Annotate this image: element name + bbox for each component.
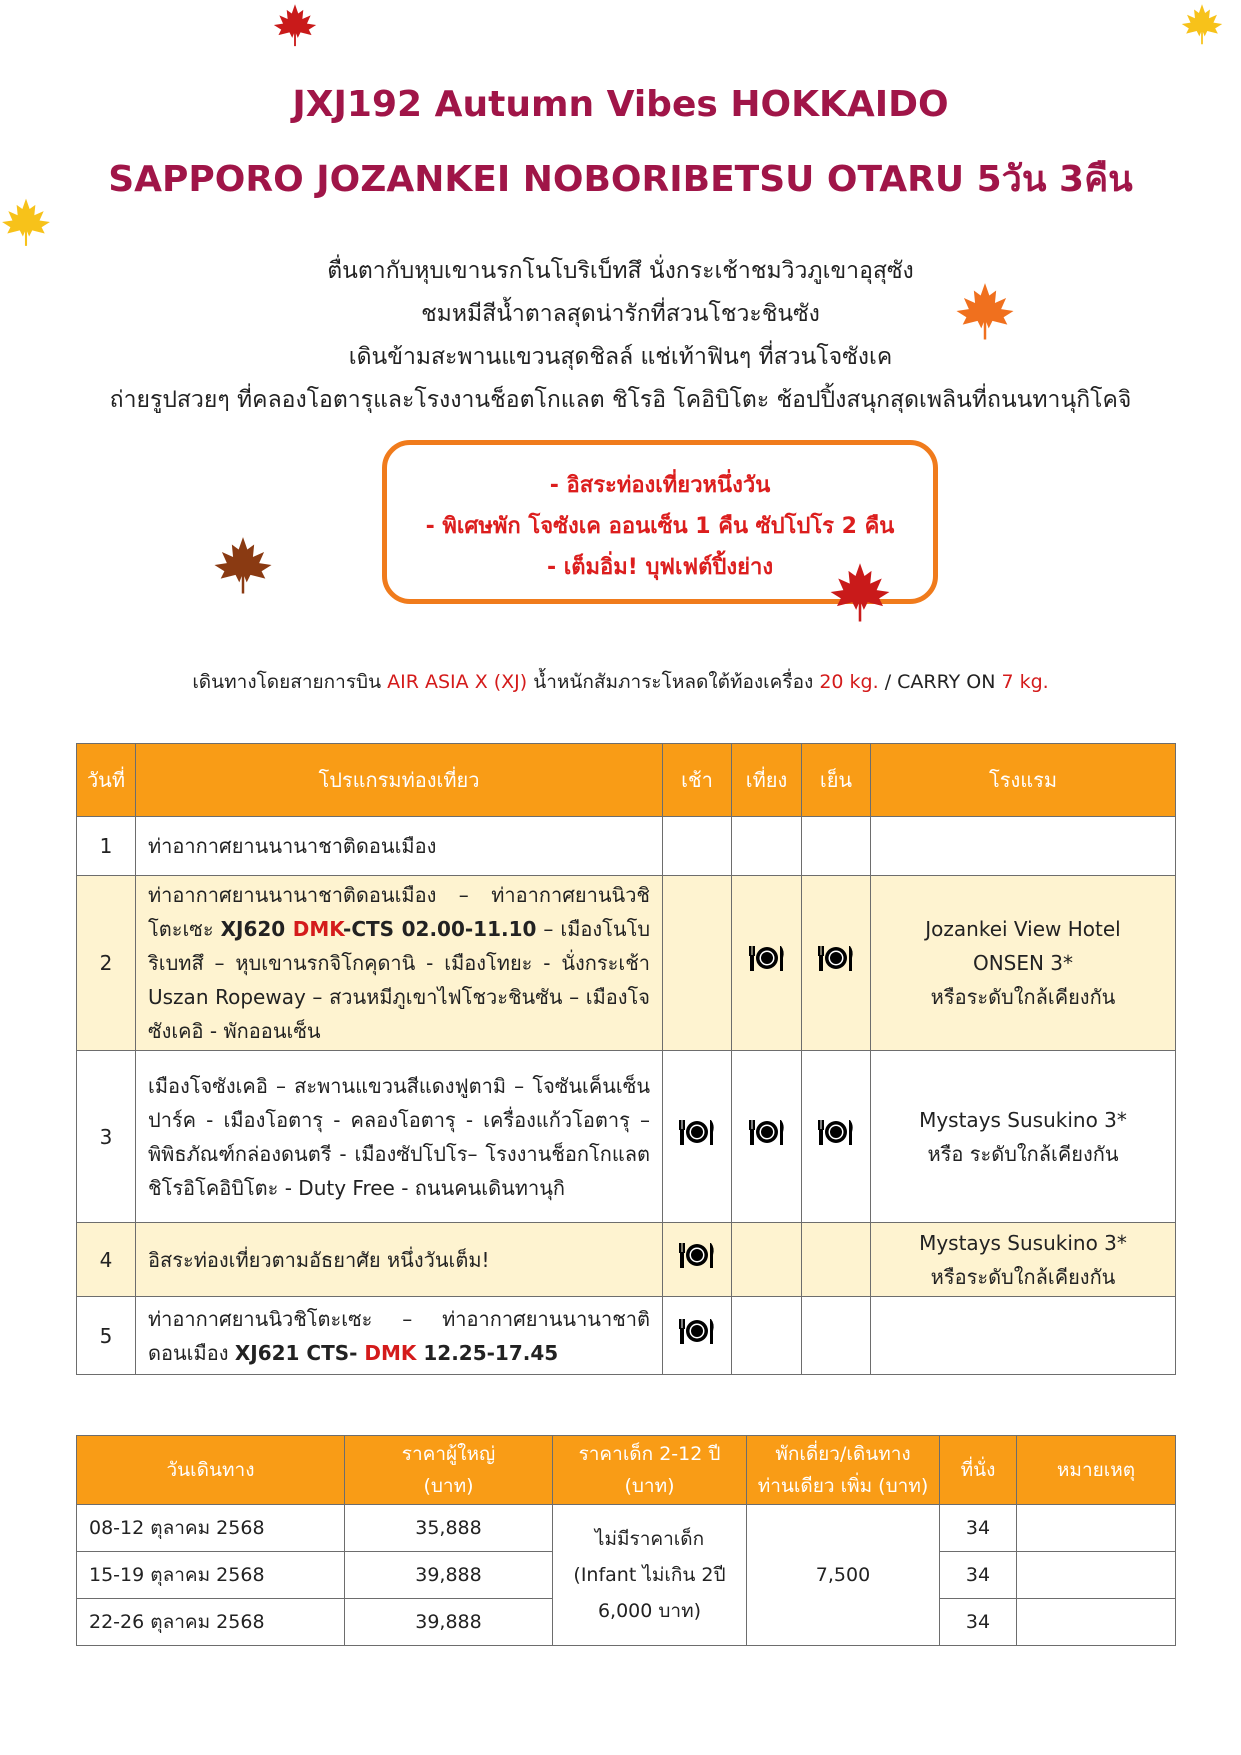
flight-time: 12.25-17.45: [416, 1340, 559, 1365]
program-text: ท่าอากาศยานนานาชาติดอนเมือง – ท่าอากาศยานนิวชิโตะเซะ: [148, 883, 650, 941]
child-price-line: (Infant ไม่เกิน 2ปี: [573, 1564, 726, 1586]
hotel-cell: [871, 1223, 1176, 1297]
travel-date: 22-26 ตุลาคม 2568: [77, 1599, 345, 1646]
adult-price: 35,888: [345, 1505, 553, 1552]
column-header: หมายเหตุ: [1017, 1436, 1176, 1505]
flight-destination: DMK: [364, 1340, 417, 1365]
header-line: ราคาเด็ก 2-12 ปี: [578, 1443, 721, 1465]
maple-leaf-icon: [272, 2, 318, 48]
hotel-line: ONSEN 3*: [972, 951, 1074, 975]
breakfast-cell: [663, 1297, 732, 1375]
intro-block: [40, 250, 1201, 422]
flight-number: XJ621 CTS-: [234, 1340, 365, 1365]
day-number: 4: [77, 1223, 136, 1297]
lunch-cell: [732, 1223, 802, 1297]
column-header: โปรแกรมท่องเที่ยว: [136, 744, 663, 817]
day-program: [136, 1297, 663, 1375]
maple-leaf-icon: [828, 560, 892, 624]
plate-cutlery-icon: [677, 1316, 717, 1356]
plate-cutlery-icon: [816, 1117, 856, 1157]
hotel-line: หรือระดับใกล้เคียงกัน: [930, 1264, 1116, 1289]
hotel-line: Mystays Susukino 3*: [919, 1230, 1127, 1255]
column-header: วันเดินทาง: [77, 1436, 345, 1505]
highlight-item: - เต็มอิ่ม! บุฟเฟต์ปิ้งย่าง: [546, 555, 774, 580]
hotel-cell: [871, 1297, 1176, 1375]
price-table: [76, 1435, 1176, 1646]
table-row: [77, 1223, 1176, 1297]
breakfast-cell: [663, 817, 732, 876]
table-row: [77, 1051, 1176, 1223]
column-header: ที่นั่ง: [940, 1436, 1017, 1505]
maple-leaf-icon: [212, 534, 274, 596]
plate-cutlery-icon: [747, 1117, 787, 1157]
dinner-cell: [802, 1223, 871, 1297]
dinner-cell: [802, 876, 871, 1051]
day-program: เมืองโจซังเคอิ – สะพานแขวนสีแดงฟูตามิ – โจซันเค็นเซ็นปาร์ค - เมืองโอตารุ - คลองโอตารุ - เครื่องแก้วโอตารุ – พิพิธภัณฑ์กล่องดนตรี - เมืองซัปโปโร– โรงงานช็อกโกแลตชิโรอิโคอิบิโตะ - Duty Free - ถนนคนเดินทานุกิ: [136, 1051, 663, 1223]
airline-mid: น้ำหนักสัมภาระโหลดใต้ท้องเครื่อง: [527, 671, 820, 693]
column-header: เช้า: [663, 744, 732, 817]
header-line: ราคาผู้ใหญ่: [401, 1443, 496, 1465]
intro-line: ถ่ายรูปสวยๆ ที่คลองโอตารุและโรงงานช็อตโกแลต ชิโรอิ โคอิบิโตะ ช้อปปิ้งสนุกสุดเพลินที่ถนนทานุกิโคจิ: [109, 387, 1132, 413]
seats: 34: [940, 1552, 1017, 1599]
page-title: JXJ192 Autumn Vibes HOKKAIDO: [292, 84, 949, 125]
breakfast-cell: [663, 876, 732, 1051]
child-price-line: 6,000 บาท): [597, 1600, 702, 1622]
seats: 34: [940, 1505, 1017, 1552]
column-header: [553, 1436, 747, 1505]
table-row: [77, 1505, 1176, 1552]
flight-origin: DMK: [292, 917, 344, 941]
column-header: เย็น: [802, 744, 871, 817]
plate-cutlery-icon: [816, 943, 856, 983]
seats: 34: [940, 1599, 1017, 1646]
plate-cutlery-icon: [747, 943, 787, 983]
itinerary-header-row: [77, 744, 1176, 817]
plate-cutlery-icon: [677, 1117, 717, 1157]
lunch-cell: [732, 817, 802, 876]
day-program: อิสระท่องเที่ยวตามอัธยาศัย หนึ่งวันเต็ม!: [136, 1223, 663, 1297]
lunch-cell: [732, 876, 802, 1051]
day-program: [136, 876, 663, 1051]
lunch-cell: [732, 1051, 802, 1223]
page-subtitle: SAPPORO JOZANKEI NOBORIBETSU OTARU 5วัน 3คืน: [108, 159, 1133, 200]
dinner-cell: [802, 817, 871, 876]
day-number: 1: [77, 817, 136, 876]
hotel-line: Jozankei View Hotel: [925, 917, 1121, 941]
maple-leaf-icon: [1180, 2, 1224, 46]
hotel-cell: [871, 1051, 1176, 1223]
hotel-cell: [871, 876, 1176, 1051]
intro-line: ตื่นตากับหุบเขานรกโนโบริเบ็ทสึ นั่งกระเช้าชมวิวภูเขาอุสุซัง: [327, 258, 914, 284]
remark-cell: [1017, 1552, 1176, 1599]
checked-weight: 20 kg.: [819, 671, 879, 693]
column-header: วันที่: [77, 744, 136, 817]
table-row: [77, 876, 1176, 1051]
table-row: [77, 817, 1176, 876]
itinerary-table: [76, 743, 1176, 1375]
adult-price: 39,888: [345, 1599, 553, 1646]
dinner-cell: [802, 1297, 871, 1375]
breakfast-cell: [663, 1223, 732, 1297]
hotel-cell: [871, 817, 1176, 876]
child-price: [553, 1505, 747, 1646]
day-number: 5: [77, 1297, 136, 1375]
table-row: [77, 1297, 1176, 1375]
day-number: 2: [77, 876, 136, 1051]
header-line: (บาท): [423, 1475, 474, 1497]
remark-cell: [1017, 1505, 1176, 1552]
single-supplement: 7,500: [747, 1505, 940, 1646]
column-header: [747, 1436, 940, 1505]
day-program: ท่าอากาศยานนานาชาติดอนเมือง: [136, 817, 663, 876]
header-line: พักเดี่ยว/เดินทาง: [775, 1443, 911, 1465]
column-header: [345, 1436, 553, 1505]
column-header: โรงแรม: [871, 744, 1176, 817]
flight-number: XJ620: [220, 917, 293, 941]
intro-line: ชมหมีสีน้ำตาลสุดน่ารักที่สวนโชวะชินซัง: [421, 301, 820, 327]
intro-line: เดินข้ามสะพานแขวนสุดชิลล์ แช่เท้าฟินๆ ที่สวนโจซังเค: [348, 344, 893, 370]
carry-label: / CARRY ON: [878, 671, 1002, 693]
plate-cutlery-icon: [677, 1240, 717, 1280]
carry-weight: 7 kg.: [1001, 671, 1049, 693]
lunch-cell: [732, 1297, 802, 1375]
hotel-line: หรือระดับใกล้เคียงกัน: [930, 985, 1116, 1009]
dinner-cell: [802, 1051, 871, 1223]
child-price-line: ไม่มีราคาเด็ก: [594, 1528, 705, 1550]
day-number: 3: [77, 1051, 136, 1223]
airline-prefix: เดินทางโดยสายการบิน: [192, 671, 388, 693]
breakfast-cell: [663, 1051, 732, 1223]
airline-info: [0, 667, 1241, 697]
travel-date: 08-12 ตุลาคม 2568: [77, 1505, 345, 1552]
highlight-item: - พิเศษพัก โจซังเค ออนเซ็น 1 คืน ซัปโปโร 2 คืน: [425, 514, 895, 539]
airline-name: AIR ASIA X (XJ): [387, 671, 528, 693]
program-text: – เมืองโนโบริเบทสึ – หุบเขานรกจิโกคุดานิ - เมืองโทยะ - นั่งกระเช้า Uszan Ropeway – สวนหมีภูเขาไฟโชวะชินซัน – เมืองโจซังเคอิ - พักออนเซ็น: [148, 917, 651, 1043]
price-header-row: [77, 1436, 1176, 1505]
header-line: ท่านเดียว เพิ่ม (บาท): [757, 1475, 929, 1497]
column-header: เที่ยง: [732, 744, 802, 817]
flight-time: -CTS 02.00-11.10: [343, 917, 537, 941]
header-line: (บาท): [624, 1475, 675, 1497]
program-text: ท่าอากาศยานนิวชิโตะเซะ – ท่าอากาศยานนานาชาติดอนเมือง: [148, 1306, 650, 1365]
travel-date: 15-19 ตุลาคม 2568: [77, 1552, 345, 1599]
adult-price: 39,888: [345, 1552, 553, 1599]
remark-cell: [1017, 1599, 1176, 1646]
hotel-line: Mystays Susukino 3*: [919, 1107, 1127, 1132]
highlight-item: - อิสระท่องเที่ยวหนึ่งวัน: [549, 473, 771, 498]
hotel-line: หรือ ระดับใกล้เคียงกัน: [927, 1141, 1119, 1166]
